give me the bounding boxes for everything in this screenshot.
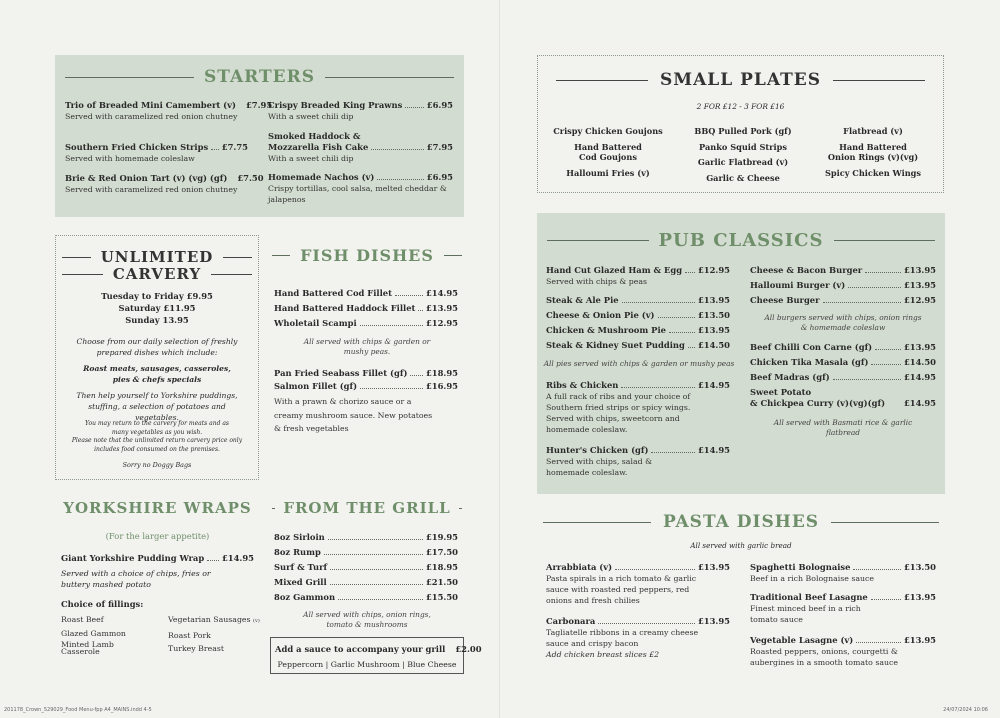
fish-item: Salmon Fillet (gf) £16.95 xyxy=(274,381,458,391)
footer-slug: 201178_Crown_529029_Food Menu-fpp A4_MAINS.indd 4-5 xyxy=(4,707,152,713)
pasta-subtitle: All served with garlic bread xyxy=(690,541,792,550)
wraps-panel xyxy=(55,495,260,665)
pasta-item: Spaghetti Bolognaise £13.50 Beef in a rich Bolognaise sauce xyxy=(750,562,936,583)
pub-item: Sweet Potato & Chickpea Curry (v)(vg)(gf) £14.95 xyxy=(750,387,936,408)
burger-note: All burgers served with chips, onion rings & homemade coleslaw xyxy=(764,313,922,332)
fish-description: With a prawn & chorizo sauce or a creamy mushroom sauce. New potatoes & fresh vegetables xyxy=(274,397,433,433)
grill-item: 8oz Rump £17.50 xyxy=(274,547,458,557)
pub-item: Chicken Tika Masala (gf) £14.50 xyxy=(750,357,936,367)
carvery-dishes: Roast meats, sausages, casseroles, pies & chefs specials xyxy=(83,364,231,384)
wraps-title: YORKSHIRE WRAPS xyxy=(63,499,252,517)
carvery-extras: Then help yourself to Yorkshire puddings, stuffing, a selection of potatoes and vegetables. xyxy=(76,391,238,422)
pub-classics-title: PUB CLASSICS xyxy=(658,230,824,251)
sauce-price: £2.00 xyxy=(455,644,482,654)
carvery-return-note: You may return to the carvery for meats and as many vegetables as you wish. xyxy=(85,420,229,436)
carvery-description: Choose from our daily selection of freshly prepared dishes which include: xyxy=(76,337,238,357)
pasta-item: Vegetable Lasagne (v) £13.95 Roasted peppers, onions, courgetti & aubergines in a smooth tomato sauce xyxy=(750,635,936,667)
pub-item: Steak & Ale Pie £13.95 xyxy=(546,295,730,305)
grill-title: FROM THE GRILL xyxy=(283,499,451,517)
pub-classics-panel xyxy=(537,213,945,494)
starter-item: Smoked Haddock & Mozzarella Fish Cake £7.95 With a sweet chili dip xyxy=(268,131,453,163)
pub-item: Cheese & Onion Pie (v) £13.50 xyxy=(546,310,730,320)
fillings-left: Roast Beef Glazed Gammon Minted Lamb Casserole xyxy=(61,615,126,656)
carvery-doggy-bags: Sorry no Doggy Bags xyxy=(122,461,192,469)
carvery-panel xyxy=(55,235,259,480)
sauce-label: Add a sauce to accompany your grill xyxy=(275,644,446,654)
pasta-item: Carbonara £13.95 Tagliatelle ribbons in a creamy cheese sauce and crispy bacon Add chicken breast slices £2 xyxy=(546,616,730,659)
right-page xyxy=(500,0,1000,718)
fish-item: Hand Battered Cod Fillet £14.95 xyxy=(274,288,458,298)
starters-panel xyxy=(55,55,464,217)
sauce-options: Peppercorn | Garlic Mushroom | Blue Cheese xyxy=(277,660,457,669)
small-plates-col-3: Flatbread (v) Hand Battered Onion Rings (v)(vg) Spicy Chicken Wings xyxy=(824,126,922,178)
small-plates-offer: 2 FOR £12 - 3 FOR £16 xyxy=(696,102,785,111)
pub-item: Chicken & Mushroom Pie £13.95 xyxy=(546,325,730,335)
small-plates-col-2: BBQ Pulled Pork (gf) Panko Squid Strips Garlic Flatbread (v) Garlic & Cheese xyxy=(694,126,792,183)
pasta-panel xyxy=(537,505,945,675)
grill-item: Surf & Turf £18.95 xyxy=(274,562,458,572)
grill-item: 8oz Sirloin £19.95 xyxy=(274,532,458,542)
small-plates-title: SMALL PLATES xyxy=(660,70,821,90)
pub-item: Beef Madras (gf) £14.95 xyxy=(750,372,936,382)
starter-item: Crispy Breaded King Prawns £6.95 With a sweet chili dip xyxy=(268,100,453,121)
starters-title: STARTERS xyxy=(203,67,316,87)
wrap-item: Giant Yorkshire Pudding Wrap £14.95 xyxy=(61,553,254,563)
pub-item: Hand Cut Glazed Ham & Egg £12.95 Served with chips & peas xyxy=(546,265,730,286)
starter-item: Brie & Red Onion Tart (v) (vg) (gf) £7.50 Served with caramelized red onion chutney xyxy=(65,173,264,194)
fish-note: All served with chips & garden or mushy peas. xyxy=(303,337,431,356)
pub-item: Beef Chilli Con Carne (gf) £13.95 xyxy=(750,342,936,352)
pasta-item: Traditional Beef Lasagne £13.95 Finest minced beef in a rich tomato sauce xyxy=(750,592,936,624)
fish-item: Pan Fried Seabass Fillet (gf) £18.95 xyxy=(274,368,458,378)
curry-note: All served with Basmati rice & garlic flatbread xyxy=(773,418,913,437)
pub-item: Cheese Burger £12.95 xyxy=(750,295,936,305)
pub-item: Hunter's Chicken (gf) £14.95 Served with chips, salad & homemade coleslaw. xyxy=(546,445,730,477)
fillings-title: Choice of fillings: xyxy=(61,599,144,609)
pub-item: Steak & Kidney Suet Pudding £14.50 xyxy=(546,340,730,350)
wraps-subtitle: (For the larger appetite) xyxy=(105,531,210,541)
footer-date: 24/07/2024 10:06 xyxy=(943,707,988,713)
carvery-title: UNLIMITED xyxy=(100,248,214,266)
fish-title: FISH DISHES xyxy=(300,246,434,265)
wraps-note: Served with a choice of chips, fries or buttery mashed potato xyxy=(61,569,211,589)
starter-item: Homemade Nachos (v) £6.95 Crispy tortillas, cool salsa, melted cheddar & jalapenos xyxy=(268,172,453,204)
grill-note: All served with chips, onion rings, tomato & mushrooms xyxy=(303,610,431,629)
sauce-box xyxy=(270,637,482,674)
grill-item: 8oz Gammon £15.50 xyxy=(274,592,458,602)
pasta-title: PASTA DISHES xyxy=(662,512,820,532)
pies-note: All pies served with chips & garden or mushy peas xyxy=(543,359,735,368)
pub-item: Ribs & Chicken £14.95 A full rack of ribs and your choice of Southern fried strips or spicy wings. Served with chips, sweetcorn and homemade coleslaw. xyxy=(546,380,730,434)
pasta-item: Arrabbiata (v) £13.95 Pasta spirals in a rich tomato & garlic sauce with roasted red peppers, red onions and fresh chilies xyxy=(546,562,730,605)
grill-item: Mixed Grill £21.50 xyxy=(274,577,458,587)
carvery-prices: Tuesday to Friday £9.95 Saturday £11.95 Sunday 13.95 xyxy=(101,291,213,325)
fish-item: Wholetail Scampi £12.95 xyxy=(274,318,458,328)
grill-panel xyxy=(270,495,482,675)
carvery-premises-note: Please note that the unlimited return carvery price only includes food consumed on the premises. xyxy=(71,437,243,453)
small-plates-col-1: Crispy Chicken Goujons Hand Battered Cod Goujons Halloumi Fries (v) xyxy=(553,126,663,178)
starter-item: Trio of Breaded Mini Camembert (v) £7.95 Served with caramelized red onion chutney xyxy=(65,100,273,121)
small-plates-panel xyxy=(537,55,944,193)
starter-item: Southern Fried Chicken Strips £7.75 Served with homemade coleslaw xyxy=(65,142,248,163)
fillings-right: Vegetarian Sausages (v) Roast Pork Turkey Breast xyxy=(168,615,260,653)
fish-item: Hand Battered Haddock Fillet £13.95 xyxy=(274,303,458,313)
pub-item: Halloumi Burger (v) £13.95 xyxy=(750,280,936,290)
carvery-title-2: CARVERY xyxy=(112,265,202,283)
fish-panel xyxy=(270,235,464,480)
pub-item: Cheese & Bacon Burger £13.95 xyxy=(750,265,936,275)
